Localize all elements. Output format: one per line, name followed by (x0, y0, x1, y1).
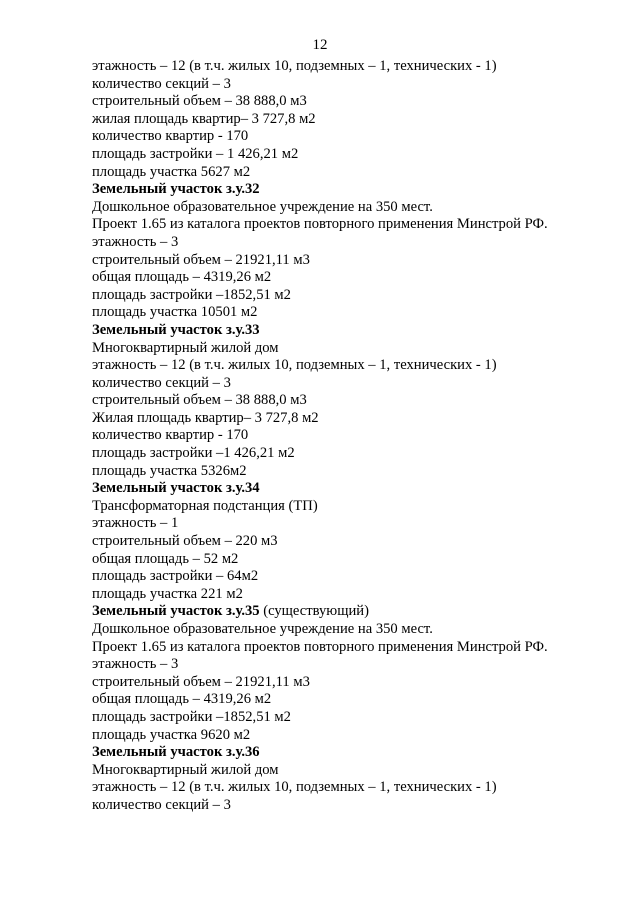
text-line: жилая площадь квартир– 3 727,8 м2 (92, 110, 316, 127)
text-line: Многоквартирный жилой дом (92, 339, 279, 356)
text-line: Трансформаторная подстанция (ТП) (92, 497, 318, 514)
text-line: площадь участка 5627 м2 (92, 163, 251, 180)
text-line: строительный объем – 21921,11 м3 (92, 673, 310, 690)
section-heading (92, 480, 612, 498)
section-heading (92, 181, 612, 199)
text-line: этажность – 12 (в т.ч. жилых 10, подземных – 1, технических - 1) (92, 357, 497, 374)
text-line: площадь застройки – 1 426,21 м2 (92, 145, 299, 162)
text-line: строительный объем – 38 888,0 м3 (92, 93, 307, 110)
text-line: общая площадь – 4319,26 м2 (92, 691, 272, 708)
text-line: этажность – 3 (92, 233, 179, 250)
text-line: количество квартир - 170 (92, 128, 249, 145)
text-line: этажность – 12 (в т.ч. жилых 10, подземных – 1, технических - 1) (92, 58, 497, 74)
text-line: Проект 1.65 из каталога проектов повторного применения Минстрой РФ. (92, 638, 548, 655)
text-line: площадь застройки – 64м2 (92, 568, 259, 585)
text-line: количество секций – 3 (92, 75, 231, 92)
text-line: Дошкольное образовательное учреждение на 350 мест. (92, 198, 433, 215)
text-line: общая площадь – 52 м2 (92, 550, 239, 567)
section-heading-text: Земельный участок з.у.32 (92, 181, 260, 198)
text-line: площадь застройки –1 426,21 м2 (92, 445, 295, 462)
section-heading-text: Земельный участок з.у.36 (92, 744, 260, 761)
text-line: площадь застройки –1852,51 м2 (92, 708, 291, 725)
text-line: строительный объем – 38 888,0 м3 (92, 392, 307, 409)
section-heading-text: Земельный участок з.у.35 (92, 603, 260, 620)
text-line: количество секций – 3 (92, 374, 231, 391)
text-line: площадь участка 5326м2 (92, 462, 247, 479)
section-heading-text: Земельный участок з.у.34 (92, 480, 260, 497)
text-line: площадь участка 9620 м2 (92, 726, 251, 743)
section-heading-note: (существующий) (259, 603, 369, 620)
text-line: количество квартир - 170 (92, 427, 249, 444)
section-heading (92, 322, 612, 340)
text-line: Дошкольное образовательное учреждение на 350 мест. (92, 621, 433, 637)
text-line: этажность – 3 (92, 656, 179, 673)
text-line: Жилая площадь квартир– 3 727,8 м2 (92, 409, 319, 426)
section-heading (92, 744, 612, 762)
text-line: количество секций – 3 (92, 796, 231, 813)
text-line: площадь застройки –1852,51 м2 (92, 286, 291, 303)
section-heading (92, 603, 612, 621)
text-line: общая площадь – 4319,26 м2 (92, 269, 272, 286)
text-line: этажность – 1 (92, 515, 179, 532)
document-body (92, 58, 612, 815)
text-line: строительный объем – 21921,11 м3 (92, 251, 310, 268)
text-line: строительный объем – 220 м3 (92, 533, 278, 550)
text-line: этажность – 12 (в т.ч. жилых 10, подземных – 1, технических - 1) (92, 779, 497, 796)
page-number: 12 (312, 37, 328, 53)
text-line: площадь участка 10501 м2 (92, 304, 258, 321)
text-line: Проект 1.65 из каталога проектов повторного применения Минстрой РФ. (92, 216, 548, 233)
text-line: Многоквартирный жилой дом (92, 761, 279, 778)
section-heading-text: Земельный участок з.у.33 (92, 321, 260, 338)
text-line: площадь участка 221 м2 (92, 585, 243, 602)
